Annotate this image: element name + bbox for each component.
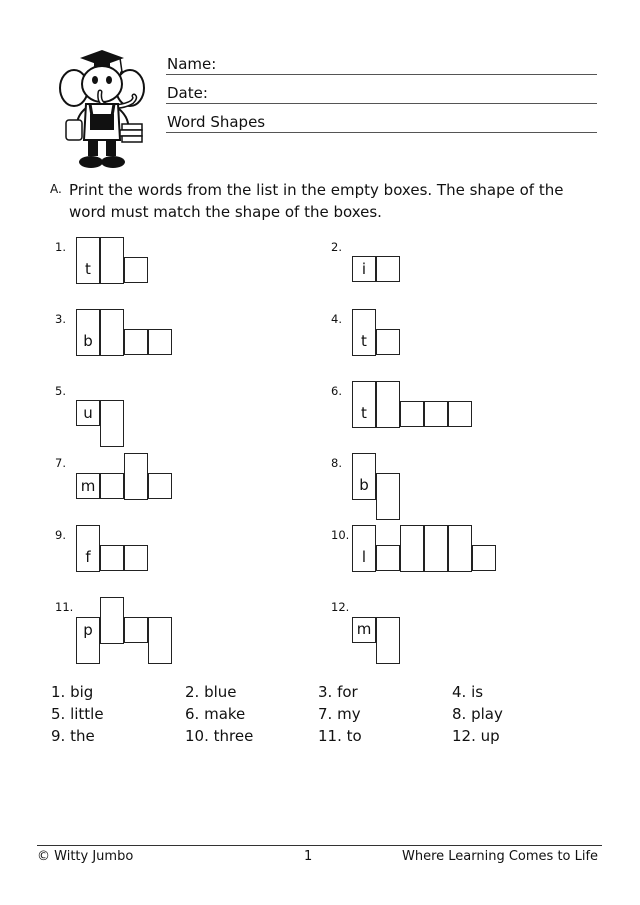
letter-box-empty[interactable]	[376, 617, 400, 664]
instructions-text: Print the words from the list in the empty boxes. The shape of the word must match the shape of the boxes.	[69, 181, 564, 221]
first-letter: b	[359, 476, 369, 494]
word-list-item: 6. make	[185, 705, 246, 723]
letter-box-empty[interactable]	[100, 473, 124, 499]
letter-box-empty[interactable]	[472, 545, 496, 571]
word-list-item: 2. blue	[185, 683, 237, 701]
letter-box-empty[interactable]	[124, 257, 148, 283]
word-list-item: 4. is	[452, 683, 484, 701]
word-list-item: 3. for	[318, 683, 358, 701]
title-line	[166, 132, 597, 133]
word-list-item: 7. my	[318, 705, 361, 723]
letter-box-empty[interactable]	[376, 473, 400, 520]
first-letter: i	[361, 260, 367, 278]
letter-box-empty[interactable]	[124, 545, 148, 571]
first-letter: f	[85, 548, 91, 566]
word-list-item: 12. up	[452, 727, 500, 745]
footer-tagline: Where Learning Comes to Life	[402, 849, 599, 864]
first-letter: l	[361, 548, 367, 566]
date-label: Date:	[167, 84, 208, 102]
letter-box-empty[interactable]	[100, 400, 124, 447]
puzzle-number: 6.	[331, 384, 342, 398]
puzzle-number: 1.	[55, 240, 66, 254]
puzzle-number: 10.	[331, 528, 350, 542]
puzzle-number: 11.	[55, 600, 74, 614]
letter-box-empty[interactable]	[100, 597, 124, 644]
letter-box-empty[interactable]	[400, 525, 424, 572]
puzzle-number: 12.	[331, 600, 350, 614]
letter-box-empty[interactable]	[124, 617, 148, 643]
section-letter: A.	[50, 182, 62, 196]
letter-box-empty[interactable]	[376, 381, 400, 428]
letter-box-empty[interactable]	[148, 617, 172, 664]
letter-box-empty[interactable]	[424, 525, 448, 572]
first-letter: t	[85, 260, 91, 278]
date-line[interactable]	[166, 103, 597, 104]
letter-box-empty[interactable]	[448, 401, 472, 427]
letter-box-empty[interactable]	[376, 329, 400, 355]
first-letter: m	[80, 477, 96, 495]
word-list-item: 5. little	[51, 705, 104, 723]
letter-box-empty[interactable]	[424, 401, 448, 427]
letter-box-empty[interactable]	[148, 329, 172, 355]
word-list-item: 11. to	[318, 727, 362, 745]
letter-box-empty[interactable]	[100, 237, 124, 284]
footer-divider	[37, 845, 602, 846]
letter-box-empty[interactable]	[376, 256, 400, 282]
letter-box-empty[interactable]	[148, 473, 172, 499]
first-letter: u	[83, 404, 93, 422]
letter-box-empty[interactable]	[100, 545, 124, 571]
letter-box-empty[interactable]	[448, 525, 472, 572]
puzzle-number: 5.	[55, 384, 66, 398]
first-letter: b	[83, 332, 93, 350]
worksheet-title: Word Shapes	[167, 113, 266, 131]
footer-page-number: 1	[304, 849, 313, 864]
first-letter: t	[361, 404, 367, 422]
elephant-mascot-icon	[58, 48, 146, 172]
letter-box-empty[interactable]	[124, 453, 148, 500]
puzzle-number: 8.	[331, 456, 342, 470]
word-list-item: 10. three	[185, 727, 254, 745]
first-letter: t	[361, 332, 367, 350]
word-list-item: 9. the	[51, 727, 95, 745]
puzzle-number: 2.	[331, 240, 342, 254]
puzzle-number: 9.	[55, 528, 66, 542]
word-list-item: 1. big	[51, 683, 94, 701]
name-label: Name:	[167, 55, 217, 73]
letter-box-empty[interactable]	[100, 309, 124, 356]
letter-box-empty[interactable]	[400, 401, 424, 427]
puzzle-number: 3.	[55, 312, 66, 326]
name-line[interactable]	[166, 74, 597, 75]
puzzle-number: 7.	[55, 456, 66, 470]
footer-copyright: © Witty Jumbo	[37, 849, 134, 864]
word-list-item: 8. play	[452, 705, 503, 723]
letter-box-empty[interactable]	[376, 545, 400, 571]
first-letter: p	[83, 621, 93, 639]
letter-box-empty[interactable]	[124, 329, 148, 355]
puzzle-number: 4.	[331, 312, 342, 326]
first-letter: m	[356, 620, 372, 638]
